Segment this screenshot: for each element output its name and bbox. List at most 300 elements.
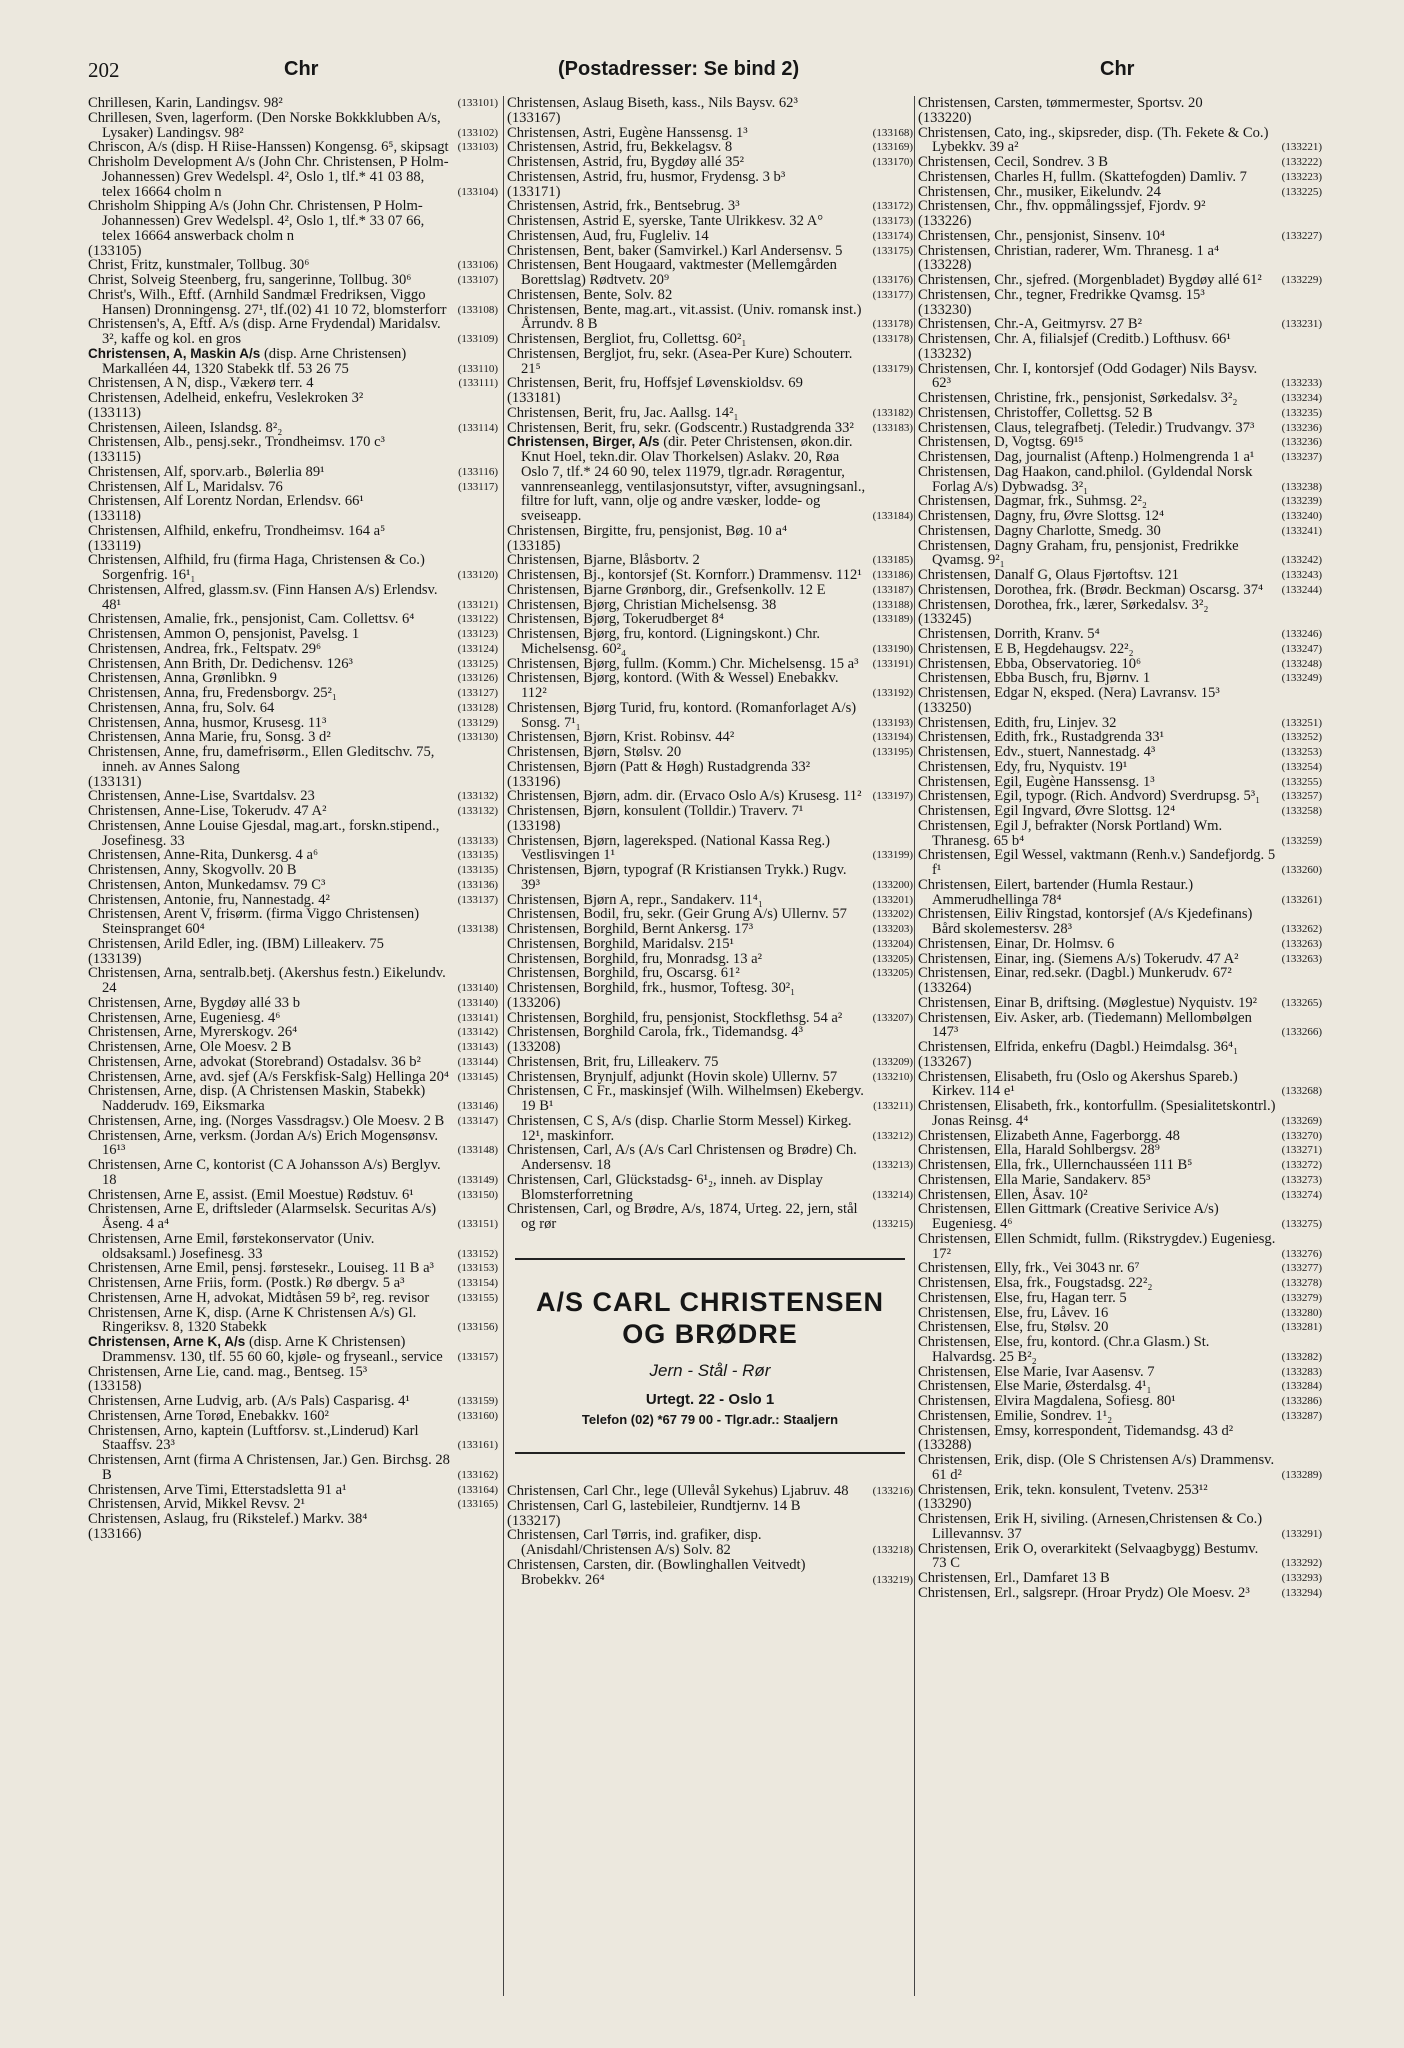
directory-entry: Christensen, Bjarne, Blåsbortv. 2 (133185) [507,552,913,569]
directory-entry: (133288) [918,1437,972,1454]
entry-number: (133145) [457,1070,498,1083]
directory-entry: (133131) [88,773,142,790]
entry-number: (133291) [1281,1527,1322,1540]
directory-entry: (133264) [918,980,972,996]
directory-entry: Christensen, Berit, fru, Hoffsjef Løvenskioldsv. 69 [507,375,803,392]
directory-entry: Christensen, Egil Wessel, vaktmann (Renh.v.) Sandefjordg. 5 f¹ (133260) [918,847,1322,878]
directory-entry: (133118) [88,508,141,524]
directory-entry: Christensen, Birger, A/s (dir. Peter Christensen, økon.dir. Knut Hoel, tekn.dir. Olav Thorkelsen) Aslakv. 20, Røa Oslo 7, tlf.* 24 60 90, telex 11979, tlgr.adr. Røragentur, vannrenseanlegg, ventilasjonsutstyr, vifter, avsugningsanl., filtre for luft, vann, olje og andre væsker, lodde- og sveiseapp. (133184) [507,434,913,524]
directory-entry: Christensen, Bjørn, lagereksped. (National Kassa Reg.) Vestlisvingen 1¹ (133199) [507,832,913,864]
directory-entry: Christensen, Egil, Eugène Hanssensg. 1³ (133255) [918,773,1322,790]
entry-number: (133249) [1281,672,1322,685]
directory-entry: Christensen, Anne-Lise, Svartdalsv. 23 (133132) [88,788,498,805]
entry-number: (133102) [457,126,498,139]
entry-number: (133159) [457,1395,498,1407]
directory-entry: Christensen, Aud, fru, Fugleliv. 14 (133174) [507,227,913,244]
entry-number: (133263) [1281,937,1322,950]
entry-number: (133213) [872,1159,913,1171]
directory-entry: Christensen, Elizabeth Anne, Fagerborgg. 48 (133270) [918,1127,1322,1144]
entry-number: (133294) [1281,1586,1322,1599]
directory-entry: Christensen, Else Marie, Østerdalsg. 4¹₁ (133284) [918,1378,1322,1395]
directory-entry: Christensen, Christian, raderer, Wm. Thranesg. 1 a⁴ [918,242,1220,259]
directory-entry: Christensen, Carl, og Brødre, A/s, 1874, Urteg. 22, jern, stål og rør (133215) [507,1201,913,1232]
entry-number: (133276) [1281,1247,1322,1260]
entry-number: (133292) [1281,1557,1322,1570]
directory-entry: Christensen, Christine, frk., pensjonist, Sørkedalsv. 3²₂ (133234) [918,390,1322,406]
entry-number: (133136) [457,878,498,891]
directory-entry: Christensen, Arne Friis, form. (Postk.) Rø dbergv. 5 a³ (133154) [88,1275,498,1291]
directory-entry: Christensen, Anna, Grønlibkn. 9 (133126) [88,670,498,687]
directory-entry: Christensen, Egil, typogr. (Rich. Andvord) Sverdrupsg. 5³₁ (133257) [918,788,1322,805]
directory-entry: Christensen, Dag, journalist (Aftenp.) Holmengrenda 1 a¹ (133237) [918,449,1322,465]
directory-entry: (133208) [507,1039,561,1055]
directory-entry: Christensen, Bjørg, kontord. (With & Wessel) Enebakkv. 112² (133192) [507,670,913,701]
entry-number: (133140) [457,996,498,1009]
directory-entry: Christensen, Astrid, fru, Bekkelagsv. 8 (133169) [507,139,913,156]
directory-entry: (133119) [88,537,141,554]
directory-entry: Christensen, Astrid E, syerske, Tante Ulrikkesv. 32 A° (133173) [507,213,913,229]
directory-entry: Christensen, Ellen, Åsav. 10² (133274) [918,1186,1322,1203]
directory-entry: Christensen, A N, disp., Vækerø terr. 4 (133111) [88,375,498,392]
entry-number: (133132) [457,805,498,817]
entry-number: (133133) [457,834,498,847]
directory-entry: Christensen, Bjørn, typograf (R Kristiansen Trykk.) Rugv. 39³ (133200) [507,862,913,893]
directory-entry: Christensen's, A, Eftf. A/s (disp. Arne Frydendal) Maridalsv. 3², kaffe og kol. en gros (133109) [88,316,498,347]
column-2-upper [507,96,913,1232]
directory-entry: Christensen, Carsten, tømmermester, Sportsv. 20 [918,96,1203,111]
entry-number: (133172) [872,200,913,213]
entry-number: (133199) [872,849,913,862]
directory-entry: Christensen, Edith, fru, Linjev. 32 (133251) [918,714,1322,731]
directory-entry: Christensen, Ella Marie, Sandakerv. 85³ (133273) [918,1171,1322,1188]
entry-number: (133289) [1281,1468,1322,1481]
directory-entry: Christensen, Ellen Gittmark (Creative Serivice A/s) Eugeniesg. 4⁶ (133275) [918,1201,1322,1232]
entry-number: (133140) [457,982,498,994]
directory-entry: Christensen, Chr. A, filialsjef (Creditb.) Lofthusv. 66¹ [918,331,1231,347]
entry-number: (133239) [1281,495,1322,508]
directory-entry: Christensen, Bjørg Turid, fru, kontord. (Romanforlaget A/s) Sonsg. 7¹₁ (133193) [507,699,913,731]
entry-number: (133103) [457,141,498,154]
directory-entry: Christensen, Aslaug, fru (Rikstelef.) Markv. 38⁴ [88,1511,368,1527]
entry-number: (133147) [457,1114,498,1127]
directory-entry: Christensen, Elvira Magdalena, Sofiesg. 80¹ (133286) [918,1393,1322,1409]
directory-entry: Christensen, Borghild, frk., husmor, Toftesg. 30²₁ [507,980,796,996]
directory-entry: Christensen, Alb., pensj.sekr., Trondheimsv. 170 c³ [88,434,385,451]
directory-entry: Christensen, Carsten, dir. (Bowlinghallen Veitvedt) Brobekkv. 26⁴ (133219) [507,1556,913,1588]
entry-number: (133201) [872,893,913,906]
directory-entry: Christensen, Charles H, fullm. (Skattefogden) Damliv. 7 (133223) [918,168,1322,185]
entry-number: (133195) [872,746,913,758]
directory-entry: Christensen, Astrid, fru, Bygdøy allé 35² (133170) [507,154,913,170]
directory-entry: Christensen, Else, fru, Låvev. 16 (133280) [918,1304,1322,1321]
directory-entry: (133113) [88,404,141,421]
entry-number: (133184) [872,510,913,522]
entry-number: (133263) [1281,952,1322,965]
directory-entry: Christensen, Borghild, fru, pensjonist, Stockflethsg. 54 a² (133207) [507,1009,913,1026]
entry-number: (133150) [457,1188,498,1201]
directory-entry: Christensen, Andrea, frk., Feltspatv. 29⁶ (133124) [88,640,498,657]
directory-entry: Christensen, Alfhild, fru (firma Haga, Christensen & Co.) Sorgenfrig. 16¹₁ (133120) [88,552,498,583]
entry-number: (133191) [872,657,913,670]
directory-entry: Christensen, Astrid, frk., Bentsebrug. 3³ (133172) [507,198,913,215]
entry-number: (133169) [872,141,913,154]
entry-number: (133125) [457,657,498,670]
directory-entry: Christensen, Claus, telegrafbetj. (Teledir.) Trudvangv. 37³ (133236) [918,419,1322,436]
entry-number: (133107) [457,274,498,286]
entry-number: (133269) [1281,1114,1322,1127]
directory-entry: Christensen, Bjørg, Christian Michelsensg. 38 (133188) [507,596,913,613]
directory-entry: (133245) [918,611,972,628]
directory-entry: Christensen, Dorrith, Kranv. 5⁴ (133246) [918,626,1322,642]
entry-number: (133271) [1281,1144,1322,1157]
directory-entry: Christensen, Borghild Carola, frk., Tidemandsg. 4³ [507,1024,803,1041]
entry-number: (133259) [1281,834,1322,847]
entry-number: (133240) [1281,510,1322,522]
entry-number: (133161) [457,1439,498,1452]
directory-entry: Christensen, Else, fru, Stølsv. 20 (133281) [918,1319,1322,1336]
entry-number: (133286) [1281,1395,1322,1407]
entry-number: (133252) [1281,731,1322,744]
directory-entry: (133158) [88,1378,142,1395]
directory-entry: Christensen, Aileen, Islandsg. 8²₂ (133114) [88,419,498,436]
directory-entry: Christensen, Ella, frk., Ullernchausséen 111 B⁵ (133272) [918,1157,1322,1173]
directory-entry: Christensen, Bodil, fru, sekr. (Geir Grung A/s) Ullernv. 57 (133202) [507,906,913,923]
directory-entry: Christensen, Berit, fru, sekr. (Godscentr.) Rustadgrenda 33² (133183) [507,419,913,436]
ad-phone: Telefon (02) *67 79 00 - Tlgr.adr.: Staaljern [581,1412,839,1428]
directory-entry: Christensen, Arne K, disp. (Arne K Christensen A/s) Gl. Ringeriksv. 8, 1320 Stabekk (133156) [88,1304,498,1336]
entry-number: (133238) [1281,480,1322,493]
directory-entry: (133166) [88,1525,142,1542]
entry-number: (133106) [457,259,498,272]
entry-bold-name: Christensen, Birger, A/s [507,434,660,450]
entry-number: (133209) [872,1055,913,1068]
header-left-word: Chr [284,58,319,80]
ad-slogan: Jern - Stål - Rør [649,1360,771,1380]
directory-entry: Christensen, Chr., tegner, Fredrikke Qvamsg. 15³ [918,286,1205,303]
directory-entry: Christensen, Bjørn, konsulent (Tolldir.) Traverv. 7¹ [507,803,804,819]
directory-entry: Christensen, Arne, avd. sjef (A/s Ferskfisk-Salg) Hellinga 20⁴ (133145) [88,1068,498,1085]
entry-number: (133260) [1281,864,1322,876]
directory-entry: Christensen, Anne, fru, damefrisørm., Ellen Gleditschv. 75, inneh. av Annes Salong [88,744,435,775]
directory-entry: Christensen, Arne Ludvig, arb. (A/s Pals) Casparisg. 4¹ (133159) [88,1393,498,1409]
entry-number: (133183) [872,421,913,434]
entry-number: (133110) [458,362,498,375]
entry-number: (133223) [1281,170,1322,183]
entry-number: (133246) [1281,628,1322,640]
directory-entry: Chrillesen, Karin, Landingsv. 98² (133101) [88,96,498,111]
directory-entry: (133185) [507,537,561,554]
directory-entry: Christensen, Brit, fru, Lilleakerv. 75 (133209) [507,1053,913,1070]
entry-number: (133111) [458,377,498,390]
entry-number: (133225) [1281,185,1322,198]
entry-number: (133243) [1281,569,1322,581]
entry-number: (133170) [872,156,913,168]
entry-number: (133104) [457,185,498,198]
directory-entry: Christensen, Birgitte, fru, pensjonist, Bøg. 10 a⁴ [507,522,788,539]
directory-entry: Christensen, Chr., fhv. oppmålingssjef, Fjordv. 9² [918,198,1206,215]
directory-entry: Christensen, Carl, A/s (A/s Carl Christensen og Brødre) Ch. Andersensv. 18 (133213) [507,1142,913,1173]
directory-entry: Christensen, Cecil, Sondrev. 3 B (133222) [918,154,1322,170]
directory-entry: Christ's, Wilh., Eftf. (Arnhild Sandmæl Fredriksen, Viggo Hansen) Dronningensg. 27¹, tlf.(02) 41 10 72, blomsterforr (133108) [88,286,498,318]
entry-number: (133135) [457,849,498,862]
directory-entry: (133290) [918,1496,972,1513]
directory-entry: Christensen, Eiliv Ringstad, kontorsjef (A/s Kjedefinans) Bård skolemestersv. 28³ (133262) [918,906,1322,937]
entry-number: (133165) [457,1498,498,1511]
directory-entry: (133198) [507,817,561,834]
entry-number: (133281) [1281,1321,1322,1334]
directory-entry: Christensen, Erik H, siviling. (Arnesen,Christensen & Co.) Lillevannsv. 37 (133291) [918,1511,1322,1542]
directory-entry: Christensen, Christoffer, Collettsg. 52 B (133235) [918,404,1322,421]
entry-number: (133132) [457,790,498,803]
directory-entry: Christensen, Elsa, frk., Fougstadsg. 22²₂ (133278) [918,1275,1322,1291]
directory-columns [88,96,1322,1996]
entry-number: (133177) [872,288,913,301]
directory-entry: Christensen, Carl, Glückstadsg- 6¹₂, inneh. av Display Blomsterforretning (133214) [507,1171,913,1203]
entry-number: (133222) [1281,156,1322,168]
entry-number: (133283) [1281,1365,1322,1378]
entry-number: (133130) [457,731,498,744]
entry-number: (133211) [873,1100,913,1112]
directory-entry: Christensen, Bjørn (Patt & Høgh) Rustadgrenda 33² [507,758,811,775]
directory-entry: Christensen, A, Maskin A/s (disp. Arne Christensen) Markalléen 44, 1320 Stabekk tlf. 53 26 75 (133110) [88,345,498,377]
directory-entry: Christensen, Arent V, frisørm. (firma Viggo Christensen) Steinspranget 60⁴ (133138) [88,906,498,937]
directory-entry: Christensen, Einar B, driftsing. (Møglestue) Nyquistv. 19² (133265) [918,994,1322,1011]
directory-entry: Christensen, Chr.-A, Geitmyrsv. 27 B² (133231) [918,316,1322,333]
directory-entry: Christensen, Antonie, fru, Nannestadg. 4² (133137) [88,891,498,908]
entry-number: (133215) [872,1218,913,1230]
directory-entry: Christensen, D, Vogtsg. 69¹⁵ (133236) [918,434,1322,451]
entry-number: (133233) [1281,377,1322,390]
entry-number: (133277) [1281,1262,1322,1275]
directory-entry: Christensen, Chr. I, kontorsjef (Odd Godager) Nils Baysv. 62³ (133233) [918,360,1322,392]
directory-entry: Christensen, Astri, Eugène Hanssensg. 1³ (133168) [507,124,913,141]
entry-number: (133237) [1281,451,1322,463]
directory-entry: Christensen, Else, fru, Hagan terr. 5 (133279) [918,1289,1322,1306]
directory-entry: Christensen, Ebba, Observatorieg. 10⁶ (133248) [918,655,1322,672]
entry-number: (133157) [457,1350,498,1363]
directory-entry: Christensen, Arne C, kontorist (C A Johansson A/s) Berglyv. 18 (133149) [88,1157,498,1188]
directory-entry: Christensen, Ebba Busch, fru, Bjørnv. 1 (133249) [918,670,1322,687]
directory-entry: Christensen, Ella, Harald Sohlbergsv. 28⁹ (133271) [918,1142,1322,1159]
directory-entry: Christensen, Borghild, Maridalsv. 215¹ (133204) [507,935,913,952]
entry-number: (133178) [872,333,913,345]
entry-number: (133197) [872,790,913,803]
entry-number: (133175) [872,244,913,257]
directory-entry: Christensen, Cato, ing., skipsreder, disp. (Th. Fekete & Co.) Lybekkv. 39 a² (133221) [918,124,1322,156]
directory-entry: Christensen, Arne Emil, pensj. førstesekr., Louiseg. 11 B a³ (133153) [88,1260,498,1277]
directory-entry: (133115) [88,449,141,465]
directory-entry: Christensen, Bente, mag.art., vit.assist. (Univ. romansk inst.) Årrundv. 8 B (133178) [507,301,913,333]
header-right-word: Chr [1100,58,1135,80]
entry-number: (133293) [1281,1572,1322,1584]
entry-number: (133210) [872,1070,913,1083]
ad-address: Urtegt. 22 - Oslo 1 [645,1390,775,1408]
directory-entry: Christensen, Aslaug Biseth, kass., Nils Baysv. 62³ [507,96,798,111]
directory-entry: Christensen, Bj., kontorsjef (St. Kornforr.) Drammensv. 112¹ (133186) [507,567,913,583]
entry-number: (133126) [457,672,498,685]
directory-entry: Christensen, Alf L, Maridalsv. 76 (133117) [88,478,498,495]
directory-entry: Christensen, Carl Tørris, ind. grafiker, disp. (Anisdahl/Christensen A/s) Solv. 82 (133218) [507,1527,913,1558]
entry-number: (133146) [457,1100,498,1112]
entry-number: (133151) [457,1218,498,1230]
entry-number: (133142) [457,1026,498,1039]
entry-number: (133176) [872,274,913,286]
entry-number: (133101) [457,97,498,109]
directory-entry: Christensen, Alfhild, enkefru, Trondheimsv. 164 a⁵ [88,522,386,539]
directory-entry: Christensen, Chr., musiker, Eikelundv. 24 (133225) [918,183,1322,200]
directory-entry: Christensen, Arna, sentralb.betj. (Akershus festn.) Eikelundv. 24 (133140) [88,965,498,996]
directory-entry: Christensen, Ellen Schmidt, fullm. (Rikstrygdev.) Eugeniesg. 17² (133276) [918,1230,1322,1262]
entry-number: (133179) [872,362,913,375]
entry-number: (133182) [872,406,913,419]
directory-entry: Christensen, Ammon O, pensjonist, Pavelsg. 1 (133123) [88,626,498,642]
directory-entry: Christensen, Dag Haakon, cand.philol. (Gyldendal Norsk Forlag A/s) Dybwadsg. 3²₁ (133238) [918,463,1322,495]
entry-number: (133273) [1281,1173,1322,1186]
directory-entry: Chrillesen, Sven, lagerform. (Den Norske Bokkklubben A/s, Lysaker) Landingsv. 98² (133102) [88,109,498,141]
advertisement [515,1258,905,1454]
directory-entry: (133232) [918,345,972,362]
directory-entry: Christensen, Arne, Myrerskogv. 26⁴ (133142) [88,1024,498,1041]
directory-entry: Christensen, Carl Chr., lege (Ullevål Sykehus) Ljabruv. 48 (133216) [507,1483,913,1499]
directory-entry: Christensen, Chr., sjefred. (Morgenbladet) Bygdøy allé 61² (133229) [918,272,1322,288]
directory-entry: Christensen, Dorothea, frk., lærer, Sørkedalsv. 3²₂ [918,596,1209,613]
entry-number: (133278) [1281,1277,1322,1289]
header-center: (Postadresser: Se bind 2) [558,58,800,80]
directory-entry: Christensen, Alf Lorentz Nordan, Erlendsv. 66¹ [88,493,364,510]
entry-number: (133190) [872,642,913,655]
entry-number: (133247) [1281,642,1322,655]
directory-entry: (133171) [507,183,561,200]
entry-bold-name: Christensen, Arne K, A/s [88,1334,246,1349]
entry-number: (133272) [1281,1159,1322,1171]
directory-entry: Christensen, Arne, advokat (Storebrand) Ostadalsv. 36 b² (133144) [88,1053,498,1070]
directory-entry: Christensen, Anne-Lise, Tokerudv. 47 A² (133132) [88,803,498,819]
directory-entry: Christensen, Alf, sporv.arb., Bølerlia 89¹ (133116) [88,463,498,480]
directory-entry: Christensen, Bjørn, Stølsv. 20 (133195) [507,744,913,760]
directory-entry: Christensen, Erik O, overarkitekt (Selvaagbygg) Bestumv. 73 C (133292) [918,1540,1322,1572]
entry-number: (133129) [457,716,498,729]
entry-number: (133248) [1281,657,1322,670]
directory-entry: Christensen, Arno, kaptein (Luftforsv. st.,Linderud) Karl Staaffsv. 23³ (133161) [88,1422,498,1454]
ad-title-line-1: A/S CARL CHRISTENSEN [535,1286,885,1317]
entry-number: (133116) [458,465,498,478]
entry-number: (133205) [872,952,913,965]
entry-number: (133266) [1281,1026,1322,1039]
column-3 [914,96,1322,1996]
entry-number: (133173) [872,215,913,227]
directory-entry: Christensen, Emilie, Sondrev. 1¹₂ (133287) [918,1407,1322,1424]
entry-number: (133123) [457,628,498,640]
directory-entry: Christensen, Anna Marie, fru, Sonsg. 3 d² (133130) [88,729,498,746]
directory-entry: (133217) [507,1512,561,1529]
entry-number: (133108) [457,303,498,316]
entry-number: (133192) [872,687,913,699]
directory-entry: Christensen, Arne Lie, cand. mag., Bentseg. 15³ [88,1363,368,1380]
directory-entry: Christensen, C S, A/s (disp. Charlie Storm Messel) Kirkeg. 12¹, maskinforr. (133212) [507,1112,913,1144]
directory-entry: Christensen, Edith, frk., Rustadgrenda 33¹ (133252) [918,729,1322,746]
directory-entry: Christensen, Arne, Eugeniesg. 4⁶ (133141) [88,1009,498,1026]
directory-entry: (133226) [918,213,972,229]
entry-number: (133187) [872,583,913,596]
directory-entry: Christ, Fritz, kunstmaler, Tollbug. 30⁶ (133106) [88,257,498,274]
directory-entry: Christensen, Ann Brith, Dr. Dedichensv. 126³ (133125) [88,655,498,672]
directory-entry: Christensen, Bjørg, Tokerudberget 8⁴ (133189) [507,611,913,628]
directory-entry: Christensen, Elisabeth, fru (Oslo og Akershus Spareb.) Kirkev. 114 e¹ (133268) [918,1068,1322,1100]
directory-entry: Christensen, Anna, husmor, Krusesg. 11³ (133129) [88,714,498,731]
directory-entry: Christensen, Anny, Skogvollv. 20 B (133135) [88,862,498,878]
directory-entry: Christensen, Borghild, Bernt Ankersg. 17³ (133203) [507,921,913,937]
entry-number: (133152) [457,1247,498,1260]
entry-number: (133137) [457,893,498,906]
entry-number: (133265) [1281,996,1322,1009]
entry-number: (133168) [872,126,913,139]
entry-number: (133284) [1281,1380,1322,1393]
directory-entry: (133139) [88,950,142,967]
entry-number: (133287) [1281,1409,1322,1422]
directory-entry: Christensen, Bente, Solv. 82 (133177) [507,286,913,303]
directory-entry: Christensen, Dagmar, frk., Suhmsg. 2²₂ (133239) [918,493,1322,510]
directory-entry: (133206) [507,994,561,1011]
directory-entry: Christensen, Borghild, fru, Monradsg. 13 a² (133205) [507,950,913,967]
entry-number: (133154) [457,1277,498,1289]
directory-entry: Christensen, Bjørn, Krist. Robinsv. 44² (133194) [507,729,913,746]
entry-number: (133156) [457,1321,498,1334]
entry-number: (133122) [457,613,498,626]
directory-entry: Christensen, Else Marie, Ivar Aasensv. 7 (133283) [918,1363,1322,1380]
entry-number: (133144) [457,1055,498,1068]
directory-entry: (133220) [918,109,972,126]
entry-number: (133219) [872,1573,913,1586]
directory-entry: Christensen, Bjarne Grønborg, dir., Grefsenkollv. 12 E (133187) [507,581,913,598]
entry-number: (133262) [1281,923,1322,935]
directory-entry: Christensen, Arne, ing. (Norges Vassdragsv.) Ole Moesv. 2 B (133147) [88,1112,498,1129]
directory-entry: Christensen, Bjørn A, repr., Sandakerv. 11⁴₁ (133201) [507,891,913,908]
entry-number: (133257) [1281,790,1322,803]
column-1 [88,96,498,1996]
directory-entry: Christensen, Edy, fru, Nyquistv. 19¹ (133254) [918,758,1322,775]
entry-number: (133244) [1281,583,1322,596]
entry-number: (133109) [457,333,498,345]
directory-entry: Christensen, Else, fru, kontord. (Chr.a Glasm.) St. Halvardsg. 25 B²₂ (133282) [918,1334,1322,1365]
directory-entry: Christensen, Arne E, assist. (Emil Moestue) Rødstuv. 6¹ (133150) [88,1186,498,1203]
directory-entry: Christensen, Bergliot, fru, Collettsg. 60²₁ (133178) [507,331,913,347]
directory-entry: Christensen, Erik, tekn. konsulent, Tvetenv. 253¹² [918,1481,1208,1498]
directory-entry: Christensen, Dagny Graham, fru, pensjonist, Fredrikke Qvamsg. 9²₁ (133242) [918,537,1322,569]
entry-number: (133200) [872,878,913,891]
entry-number: (133185) [872,554,913,567]
directory-entry: Christensen, Edgar N, eksped. (Nera) Lavransv. 15³ [918,685,1220,701]
entry-number: (133138) [457,923,498,935]
directory-entry: (133105) [88,242,142,259]
entry-number: (133128) [457,701,498,714]
entry-number: (133188) [872,598,913,611]
directory-entry: Christ, Solveig Steenberg, fru, sangerinne, Tollbug. 30⁶ (133107) [88,272,498,288]
entry-number: (133135) [457,864,498,876]
directory-entry: (133230) [918,301,972,318]
directory-entry: Christensen, Arne E, driftsleder (Alarmselsk. Securitas A/s) Åseng. 4 a⁴ (133151) [88,1201,498,1232]
directory-page [88,52,1322,2014]
directory-entry: Christensen, Arne Torød, Enebakkv. 160² (133160) [88,1407,498,1424]
directory-entry: Christensen, Eilert, bartender (Humla Restaur.) Ammerudhellinga 78⁴ (133261) [918,876,1322,908]
directory-entry: Christensen, Dagny Charlotte, Smedg. 30 (133241) [918,522,1322,539]
directory-entry: Christensen, E B, Hegdehaugsv. 22²₂ (133247) [918,640,1322,657]
directory-entry: Christensen, Dorothea, frk. (Brødr. Beckman) Oscarsg. 37⁴ (133244) [918,581,1322,598]
entry-number: (133162) [457,1468,498,1481]
entry-number: (133114) [458,421,498,434]
directory-entry: Christensen, Arne, Bygdøy allé 33 b (133140) [88,994,498,1011]
entry-number: (133121) [457,598,498,611]
entry-number: (133212) [872,1129,913,1142]
